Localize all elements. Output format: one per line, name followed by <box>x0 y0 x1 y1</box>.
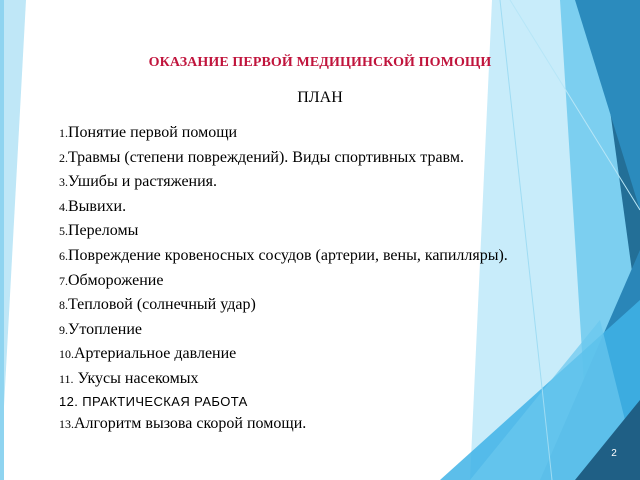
plan-item-text: Утопление <box>68 320 142 338</box>
plan-item-5 <box>59 219 508 244</box>
plan-item-text: Алгоритм вызова скорой помощи. <box>74 414 307 432</box>
plan-item-text: Понятие первой помощи <box>68 124 238 141</box>
plan-item-text: Переломы <box>68 222 139 240</box>
plan-item-text: ПРАКТИЧЕСКАЯ РАБОТА <box>78 393 248 409</box>
plan-list <box>59 121 508 436</box>
plan-item-7 <box>59 269 508 294</box>
plan-item-text: Ушибы и растяжения. <box>68 173 218 191</box>
plan-item-8 <box>59 293 508 318</box>
plan-item-number: 5. <box>59 224 68 239</box>
slide-title: ОКАЗАНИЕ ПЕРВОЙ МЕДИЦИНСКОЙ ПОМОЩИ <box>148 55 492 70</box>
plan-item-13 <box>59 411 508 436</box>
plan-item-number: 7. <box>59 273 68 288</box>
plan-item-text: Тепловой (солнечный удар) <box>68 296 256 314</box>
plan-item-text: Обморожение <box>68 271 164 289</box>
plan-item-text: Укусы насекомых <box>73 369 199 387</box>
plan-item-1 <box>59 121 508 146</box>
plan-item-6 <box>59 244 508 269</box>
plan-item-number: 6. <box>59 248 68 263</box>
plan-item-text: Вывихи. <box>68 197 127 215</box>
plan-item-9 <box>59 318 508 343</box>
slide-subtitle: ПЛАН <box>297 89 343 106</box>
plan-item-4 <box>59 195 508 220</box>
plan-item-number: 4. <box>59 199 68 214</box>
plan-item-2 <box>59 146 508 171</box>
left-edge-strip <box>0 0 4 480</box>
plan-item-number: 3. <box>59 175 68 190</box>
plan-item-text: Артериальное давление <box>74 345 237 363</box>
plan-item-number: 12. <box>59 393 79 409</box>
plan-item-number: 11. <box>59 371 74 386</box>
plan-item-10 <box>59 342 508 367</box>
plan-item-number: 8. <box>59 298 68 313</box>
plan-item-number: 2. <box>59 150 68 165</box>
plan-item-number: 13. <box>59 416 74 431</box>
plan-item-number: 10. <box>59 347 74 362</box>
plan-item-text: Повреждение кровеносных сосудов (артерии, вены, капилляры). <box>68 246 508 264</box>
plan-item-text: Травмы (степени повреждений). Виды спортивных травм. <box>68 148 464 166</box>
plan-item-12 <box>59 392 508 411</box>
plan-item-number: 1. <box>59 126 68 140</box>
plan-item-number: 9. <box>59 322 68 337</box>
page-number: 2 <box>611 448 617 459</box>
plan-item-3 <box>59 170 508 195</box>
plan-item-11 <box>59 367 508 392</box>
